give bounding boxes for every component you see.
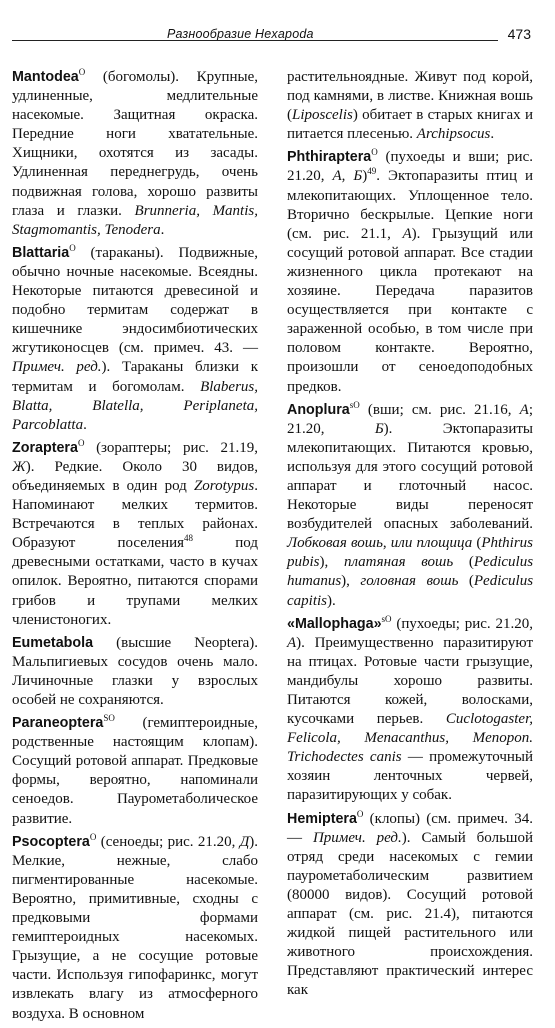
entry-text: (тараканы). Подвижные, обычно ночные насекомые. Всеядны. Некоторые питаются древесиной и подобно термитам содержат в кишечнике эндосимбиотических жгутиконосцев (см. примеч. 43. —: [12, 244, 258, 357]
entry-paraneoptera: [12, 714, 258, 829]
entry-text: ; 21.20,: [287, 401, 533, 437]
rank-mark: SO: [103, 713, 115, 724]
editor-note: Примеч. ред.: [312, 829, 402, 846]
entry-text: ). Мелкие, нежные, слабо пигментированные насекомые. Вероятно, примитивные, сходны с предковыми формами гемиптероидных насекомых. Грызущие, а не сосущие ротовые части. Используя гипофаринкс, могут извлекать влагу из атмосферного воздуха. В основном: [12, 833, 258, 1022]
common-name: или площица: [390, 535, 473, 552]
entry-text: (гемиптероидные, родственные настоящим клопам). Сосущий ротовой аппарат. Предковые формы, вероятно, напоминали сеноедов. Паурометаболическое развитие.: [12, 715, 258, 827]
figure-letter: А: [287, 634, 297, 651]
rank-mark: O: [78, 67, 86, 77]
entry-text: .: [83, 416, 87, 433]
rank-mark: O: [89, 831, 97, 842]
species-name: Pediculus capitis: [287, 573, 534, 609]
figure-letter: Д: [239, 833, 250, 850]
genus-names: Blaberus, Blatta, Blatella, Periplaneta, Parcoblatta: [12, 378, 258, 433]
entry-term: Phthiraptera: [287, 149, 372, 166]
entry-text: (: [458, 573, 474, 590]
entry-term: Psocoptera: [12, 833, 90, 850]
entry-text: ). Редкие. Около 30 видов, объединяемых в один род: [12, 458, 258, 494]
common-name: головная вошь: [360, 573, 459, 590]
entry-text: ),: [319, 554, 344, 571]
entry-text: ). Эктопаразиты млекопитающих. Питаются кровью, используя для этого сосущий ротовой аппарат и глоточный насос. Некоторые виды переносят возбудителей опасных заболеваний.: [287, 420, 533, 533]
figure-letter: Ж: [12, 458, 26, 475]
entry-blattaria: [12, 244, 258, 435]
rank-mark: O: [356, 808, 364, 819]
entry-text: ): [362, 168, 368, 185]
entry-term: Anoplura: [287, 401, 350, 418]
entry-text: (клопы) (см. примеч. 34. —: [287, 810, 533, 846]
rank-mark: sO: [349, 399, 360, 410]
entry-text: (сеноеды; рис. 21.20,: [96, 833, 240, 850]
entry-text: (вши; см. рис. 21.16,: [359, 401, 520, 418]
entry-text: ). Грызущий или сосущий ротовой аппарат. Все стадии жизненного цикла протекают на хозяине. Передача паразитов осуществляется при контакте с зараженной особью, в том числе при половом контакте. Вероятно, произошли от сеноедоподобных предков.: [287, 225, 533, 395]
rank-mark: O: [69, 242, 76, 253]
figure-letter: А, Б: [332, 168, 363, 185]
entry-phthiraptera: [287, 148, 533, 396]
figure-letter: А: [402, 225, 412, 242]
entry-text: ). Преимущественно паразитируют на птицах. Ротовые части грызущие, мандибулы хорошо развиты. Питаются кожей, волосками, кусочками перьев.: [287, 634, 533, 728]
page-number: 473: [507, 26, 531, 42]
footnote-ref[interactable]: 49: [367, 166, 377, 177]
entry-psocoptera: [12, 833, 258, 1024]
entry-eumetabola: [12, 634, 258, 710]
entry-text: ). Тараканы близки к термитам и богомолам.: [12, 359, 258, 395]
left-column: [12, 68, 258, 1028]
rank-mark: O: [77, 437, 85, 448]
genus-names: Brunneria, Mantis, Stagmomantis, Tenodera: [12, 202, 258, 238]
header-rule: [12, 40, 498, 41]
entry-mallophaga: [287, 615, 533, 806]
entry-text: — промежуточный хозяин ленточных червей, паразитирующих у собак.: [287, 749, 533, 804]
species-name: Phthirus pubis: [287, 535, 534, 571]
entry-text: (пухоеды и вши; рис. 21.20,: [287, 149, 533, 185]
entry-zoraptera: [12, 439, 258, 630]
figure-letter: Б: [374, 420, 384, 437]
species-name: Pediculus humanus: [287, 554, 534, 590]
entry-anoplura: [287, 401, 533, 611]
right-column: [287, 68, 533, 1005]
genus-names: Cuclotogaster, Felicola, Menacanthus, Menopon. Trichodectes canis: [287, 711, 533, 766]
entry-text: (богомолы). Крупные, удлиненные, медлительные насекомые. Защитная окраска. Передние ноги хватательные. Хищники, охотятся из засады. Удлиненная переднегрудь, очень подвижная голова, хорошо развиты глаза и глазки.: [12, 69, 258, 219]
common-name: платяная вошь: [343, 554, 454, 571]
footnote-ref[interactable]: 48: [184, 533, 194, 544]
entry-term: Paraneoptera: [12, 715, 104, 732]
entry-text: ).: [327, 592, 336, 609]
entry-text: растительноядные. Живут под корой, под камнями, в листве. Книжная вошь (: [287, 69, 533, 124]
entry-text: ),: [341, 573, 361, 590]
entry-text: (зораптеры; рис. 21.19,: [84, 439, 258, 456]
entry-text: (: [472, 535, 482, 552]
editor-note: Примеч. ред.: [12, 359, 102, 376]
entry-text: ) обитает в старых книгах и питается плесенью.: [287, 107, 533, 143]
rank-mark: O: [371, 147, 378, 158]
entry-hemiptera: [287, 810, 533, 1001]
entry-psocoptera-continued: [287, 68, 533, 144]
entry-text: .: [160, 221, 165, 238]
figure-letter: А: [519, 401, 529, 418]
entry-text: . Эктопаразиты птиц и млекопитающих. Уплощенное тело. Вторично бескрылые. Цепкие ноги (см. рис. 21.1,: [287, 168, 534, 242]
entry-term: Eumetabola: [12, 634, 94, 651]
entry-text: под древесными остатками, часто в кучах опилок. Вероятно, питаются спорами грибов и трупами мелких членистоногих.: [12, 535, 258, 628]
entry-text: (пухоеды; рис. 21.20,: [391, 615, 533, 632]
entry-text: (высшие Neoptera). Мальпигиевых сосудов очень мало. Личиночные глазки у взрослых особей не сохраняются.: [12, 634, 258, 708]
genus-names: Zorotypus: [193, 477, 255, 494]
entry-term: Blattaria: [12, 244, 70, 261]
entry-text: ). Самый большой отряд среди насекомых с гемии паурометаболическим развитием (80000 видов). Сосущий ротовой аппарат (см. рис. 21.4), питаются жидкой пищей растительного или животного происхождения. Представляют практический интерес как: [287, 829, 533, 999]
running-title: Разнообразие Hexapoda: [167, 27, 314, 41]
entry-text: ,: [382, 535, 391, 552]
genus-names: Liposcelis: [292, 107, 353, 124]
entry-text: .: [490, 126, 495, 143]
entry-term: Zoraptera: [12, 439, 78, 456]
entry-text: (: [453, 554, 474, 571]
entry-text: . Напоминают мелких термитов. Встречаются в теплых районах. Образуют поселения: [12, 477, 258, 552]
entry-term: Mantodea: [12, 69, 79, 85]
entry-term: «Mallophaga»: [287, 615, 382, 632]
genus-names: Archipsocus: [416, 126, 491, 143]
page-header: [12, 0, 545, 52]
common-name: Лобковая вошь: [287, 535, 383, 552]
entry-mantodea: [12, 68, 258, 240]
entry-term: Hemiptera: [287, 810, 357, 827]
rank-mark: sO: [381, 613, 392, 624]
